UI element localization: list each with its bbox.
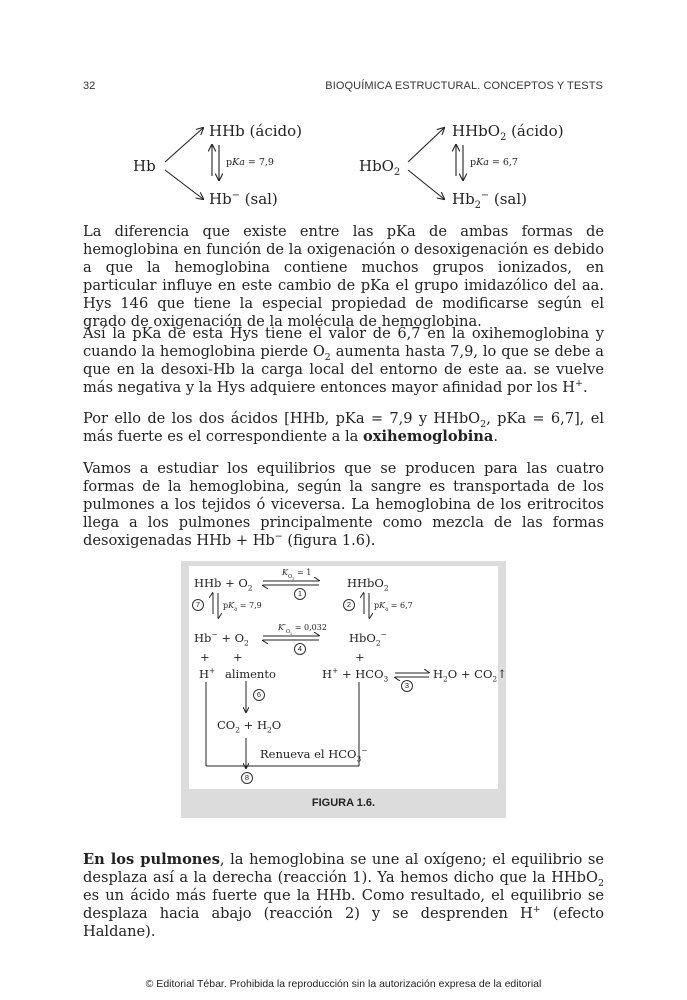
paragraph-5: En los pulmones, la hemoglobina se une al oxígeno; el equilibrio se desplaza así a la derecha (reacción 1). Ya hemos dicho que la HHbO$_2$ es un ácido más fuerte que la HHb. Como resultado, el equilibrio se desplaza hacia abajo (reacción 2) y se desprenden H+ (efecto Haldane). [83,851,604,940]
paragraph-3: Por ello de los dos ácidos [HHb, pKa = 7,9 y HHbO$_2$, pKa = 6,7], el más fuerte es el correspondiente a la oxihemoglobina. [83,410,604,445]
figure-caption: FIGURA 1.6. [311,797,376,809]
pka-2-label: $pK_a = 6,7$ [374,601,413,613]
running-title: BIOQUÍMICA ESTRUCTURAL. CONCEPTOS Y TESTS [325,80,603,92]
reaction-4-marker: 4 [294,643,306,655]
pka-7-label: $pK_a = 7,9$ [223,601,262,613]
top-diagram-arrows [0,0,687,230]
k4-label: $K'_{O_2} = 0,032$ [278,623,327,636]
hhb-o2-species: HHb + $O_2$ [194,576,253,593]
plus-sign-3: + [355,650,365,664]
paragraph-2: Así la pKa de esta Hys tiene el valor de 6,7 en la oxihemoglobina y cuando la hemoglobina pierde $O_2$ aumenta hasta 7,9, lo que se debe a que en la desoxi-Hb la carga local del entorno de este aa. se vuelve más negativa y la Hys adquiere entonces mayor afinidad por los H+. [83,325,604,396]
hb-salt-label: Hb− (sal) [209,190,278,208]
hhbo2-acid-label: HHbO$_2$ (ácido) [452,122,564,143]
plus-sign-2: + [233,650,243,664]
reaction-6-marker: 6 [253,689,265,701]
page-footer: © Editorial Tébar. Prohibida la reproducción sin la autorización expresa de la editorial [145,978,542,990]
figure-panel [189,566,507,789]
hbo2-minus-species: HbO$_2$− [349,630,387,648]
reaction-3-marker: 3 [401,680,413,692]
paragraph-4: Vamos a estudiar los equilibrios que se producen para las cuatro formas de la hemoglobina, según la sangre es transportada de los pulmones a los tejidos ó viceversa. La hemoglobina de los eritrocitos llega a los pulmones principalmente como mezcla de las formas desoxigenadas HHb + Hb− (figura 1.6). [83,460,604,549]
renueva-hco3-label: Renueva el $HCO_3^-$ [260,746,368,764]
h-hco3-species: $H^+ + HCO_3$ [322,666,389,684]
hplus-species: H+ [199,666,216,681]
figure-1-6 [181,561,506,818]
paragraph-1: La diferencia que existe entre las pKa de ambas formas de hemoglobina en función de la oxigenación o desoxigenación es debido a que la hemoglobina contiene muchos grupos ionizados, en particular influye en este cambio de pKa el grupo imidazólico del aa. Hys 146 que tiene la especial propiedad de modificarse según el grado de oxigenación de la molécula de hemoglobina. [83,223,604,330]
alimento-label: alimento [225,667,276,681]
hbo2-label: HbO$_2$ [359,157,401,178]
k1-label: $K_{O_2} = 1$ [282,568,312,581]
hhbo2-species: HHbO$_2$ [347,576,389,593]
page-number: 32 [83,80,96,92]
reaction-1-marker: 1 [294,588,306,600]
plus-sign-1: + [200,650,210,664]
hb-o2-species: $Hb^- + O_2$ [194,630,249,648]
h2o-co2-species: $H_2O$ + $CO_2↑$ [433,667,507,684]
hb-label: Hb [133,157,156,175]
co2-h2o-species: $CO_2 + H_2O$ [217,718,282,735]
reaction-2-marker: 2 [343,599,355,611]
hbo2-salt-label: $Hb_2^-$ (sal) [452,190,528,211]
hhb-acid-label: HHb (ácido) [209,122,303,140]
reaction-7-marker: 7 [192,599,204,611]
pka-right-label: pKa = 6,7 [470,157,518,168]
reaction-8-marker: 8 [241,772,253,784]
pka-left-label: pKa = 7,9 [226,157,274,168]
